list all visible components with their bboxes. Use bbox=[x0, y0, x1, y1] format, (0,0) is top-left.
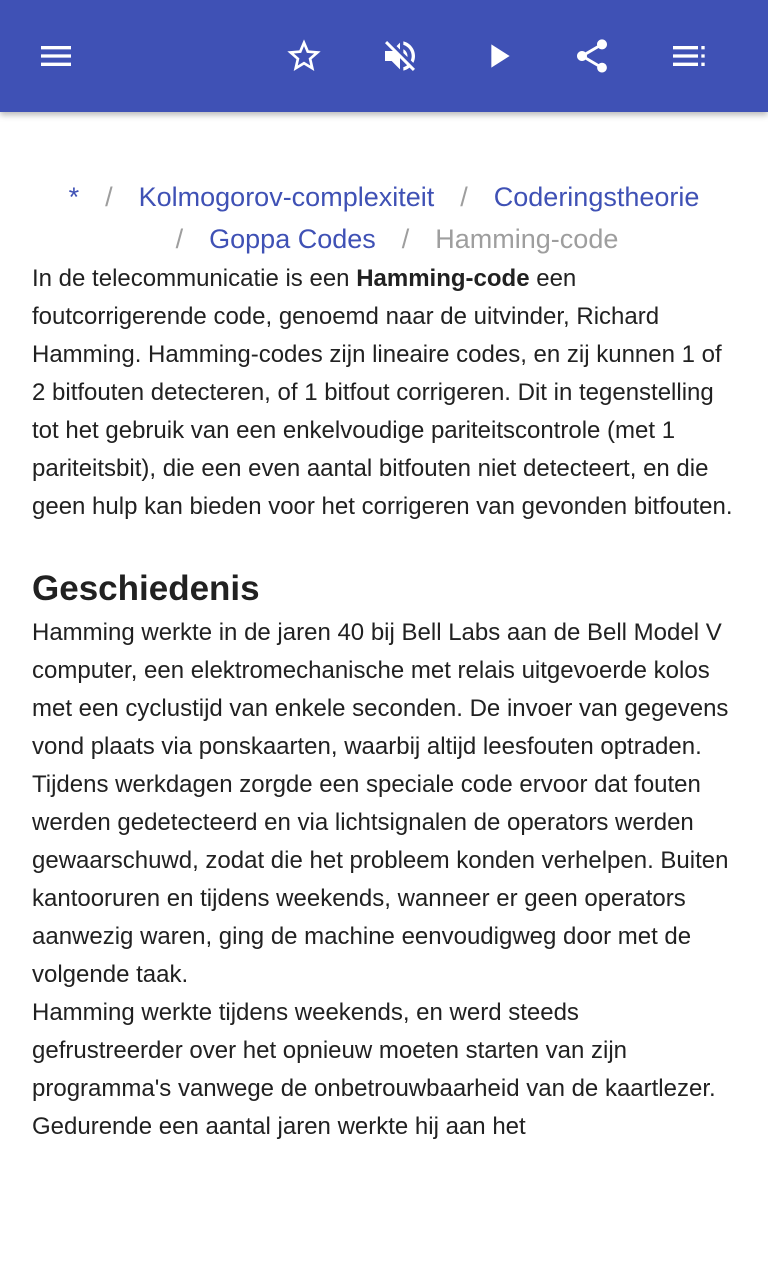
breadcrumb bbox=[32, 176, 736, 260]
menu-button[interactable] bbox=[28, 28, 84, 84]
history-paragraph-1: Hamming werkte in de jaren 40 bij Bell Labs aan de Bell Model V computer, een elektromechanische met relais uitgevoerde kolos met een cyclustijd van enkele seconden. De invoer van gegevens vond plaats via ponskaarten, waarbij altijd leesfouten optraden. Tijdens werkdagen zorgde een speciale code ervoor dat fouten werden gedetecteerd en via lichtsignalen de operators werden gewaarschuwd, zodat die het probleem konden verhelpen. Buiten kantooruren en tijdens weekends, wanneer er geen operators aanwezig waren, ging de machine eenvoudigweg door met de volgende taak. bbox=[32, 619, 729, 988]
breadcrumb-item-kolmogorov[interactable]: Kolmogorov-complexiteit bbox=[138, 182, 435, 212]
intro-paragraph bbox=[32, 260, 736, 526]
section-heading: Geschiedenis bbox=[32, 569, 260, 608]
breadcrumb-current: Hamming-code bbox=[435, 224, 619, 254]
article-content bbox=[32, 112, 736, 1146]
star-outline-icon bbox=[284, 36, 324, 76]
share-button[interactable] bbox=[564, 28, 620, 84]
contents-button[interactable] bbox=[660, 28, 716, 84]
breadcrumb-separator: / bbox=[460, 182, 468, 212]
playlist-icon bbox=[668, 36, 708, 76]
share-icon bbox=[572, 36, 612, 76]
breadcrumb-separator: / bbox=[105, 182, 113, 212]
intro-text-after: een foutcorrigerende code, genoemd naar de uitvinder, Richard Hamming. Hamming-codes zijn lineaire codes, en zij kunnen 1 of 2 bitfouten detecteren, of 1 bitfout corrigeren. Dit in tegenstelling tot het gebruik van een enkelvoudige pariteitscontrole (met 1 pariteitsbit), die een even aantal bitfouten niet detecteert, en die geen hulp kan bieden voor het corrigeren van gevonden bitfouten. bbox=[32, 265, 733, 520]
history-paragraph-2: Hamming werkte tijdens weekends, en werd steeds gefrustreerder over het opnieuw moeten starten van zijn programma's vanwege de onbetrouwbaarheid van de kaartlezer. Gedurende een aantal jaren werkte hij aan het bbox=[32, 999, 716, 1140]
mute-button[interactable] bbox=[372, 28, 428, 84]
breadcrumb-item-coderingstheorie[interactable]: Coderingstheorie bbox=[493, 182, 700, 212]
intro-bold-term: Hamming-code bbox=[356, 265, 530, 292]
play-icon bbox=[478, 36, 518, 76]
bookmark-button[interactable] bbox=[276, 28, 332, 84]
top-toolbar bbox=[0, 0, 768, 112]
intro-text-before: In de telecommunicatie is een bbox=[32, 265, 357, 292]
menu-icon bbox=[36, 36, 76, 76]
play-button[interactable] bbox=[470, 28, 526, 84]
breadcrumb-separator: / bbox=[175, 224, 184, 254]
breadcrumb-item-goppa-codes[interactable]: Goppa Codes bbox=[209, 224, 376, 254]
breadcrumb-item-root[interactable]: * bbox=[68, 182, 80, 212]
breadcrumb-separator: / bbox=[401, 224, 410, 254]
volume-off-icon bbox=[380, 36, 420, 76]
